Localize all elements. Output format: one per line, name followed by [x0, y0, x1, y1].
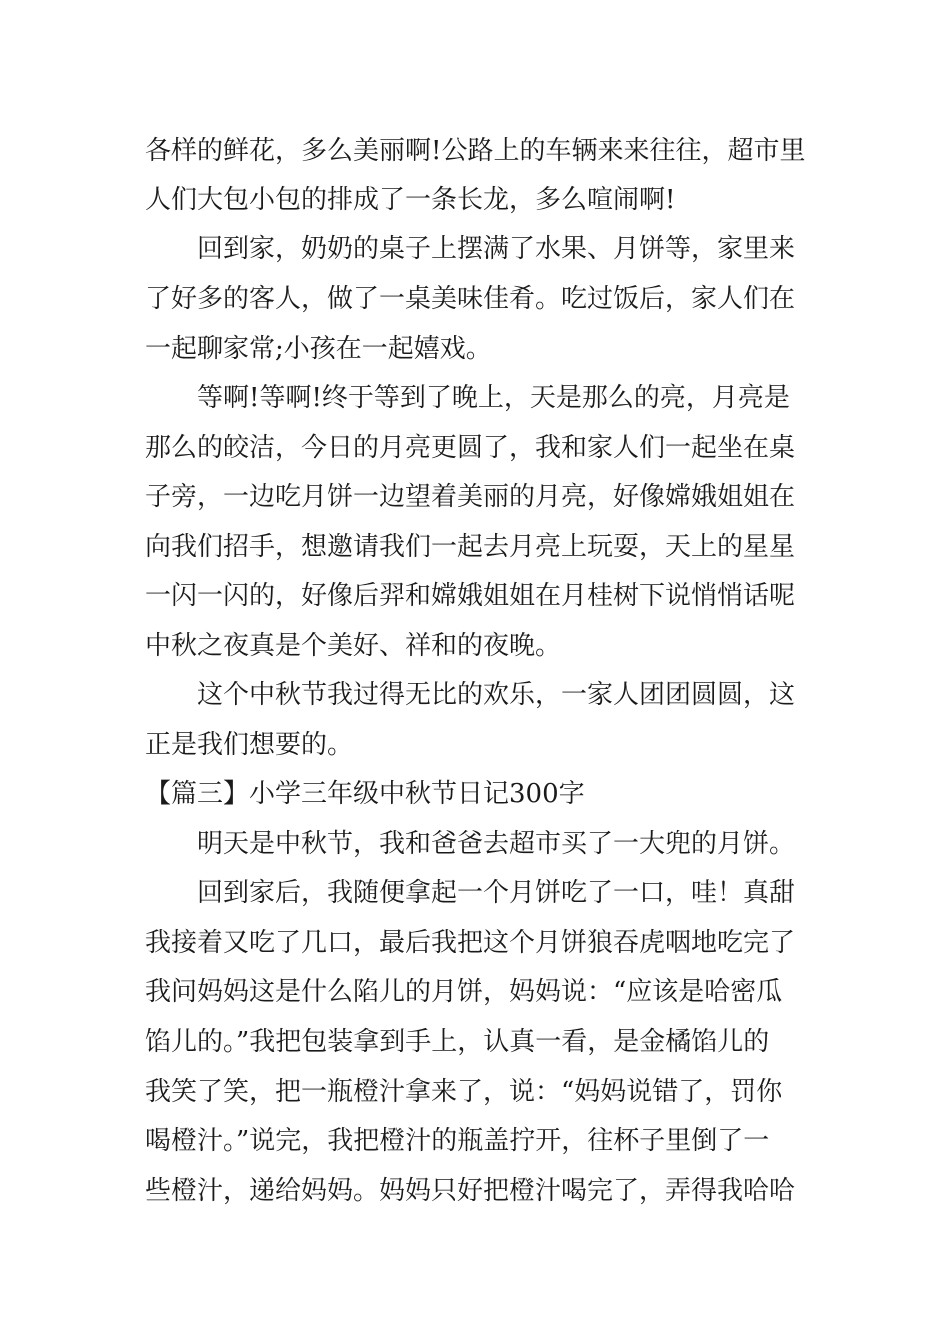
text-line: 子旁，一边吃月饼一边望着美丽的月亮，好像嫦娥姐姐在	[145, 482, 796, 512]
text-line: 中秋之夜真是个美好、祥和的夜晚。	[145, 631, 562, 661]
text-line: 向我们招手，想邀请我们一起去月亮上玩耍，天上的星星	[145, 532, 796, 562]
text-line: 些橙汁，递给妈妈。妈妈只好把橙汁喝完了，弄得我哈哈	[145, 1176, 796, 1206]
text-line: 馅儿的。”我把包装拿到手上，认真一看，是金橘馅儿的	[145, 1027, 770, 1057]
paragraph-start-line: 回到家，奶奶的桌子上摆满了水果、月饼等，家里来	[197, 234, 796, 264]
text-line: 一闪一闪的，好像后羿和嫦娥姐姐在月桂树下说悄悄话呢	[145, 581, 796, 611]
text-line: 各样的鲜花，多么美丽啊!公路上的车辆来来往往，超市里	[145, 136, 806, 166]
paragraph-start-line: 等啊!等啊!终于等到了晚上，天是那么的亮，月亮是	[197, 383, 790, 413]
text-line: 我接着又吃了几口，最后我把这个月饼狼吞虎咽地吃完了	[145, 928, 796, 958]
paragraph-start-line: 明天是中秋节，我和爸爸去超市买了一大兜的月饼。	[197, 829, 796, 859]
paragraph-start-line: 这个中秋节我过得无比的欢乐，一家人团团圆圆，这	[197, 680, 796, 710]
text-line: 正是我们想要的。	[145, 730, 354, 760]
text-line: 那么的皎洁，今日的月亮更圆了，我和家人们一起坐在桌	[145, 433, 796, 463]
text-line: 我问妈妈这是什么陷儿的月饼，妈妈说：“应该是哈密瓜	[145, 977, 783, 1007]
section-heading: 【篇三】小学三年级中秋节日记300字	[145, 779, 585, 809]
text-line: 我笑了笑，把一瓶橙汁拿来了，说：“妈妈说错了，罚你	[145, 1077, 783, 1107]
text-line: 一起聊家常;小孩在一起嬉戏。	[145, 334, 492, 364]
text-line: 人们大包小包的排成了一条长龙，多么喧闹啊!	[145, 185, 676, 215]
paragraph-start-line: 回到家后，我随便拿起一个月饼吃了一口，哇！真甜	[197, 878, 796, 908]
text-line: 了好多的客人，做了一桌美味佳肴。吃过饭后，家人们在	[145, 284, 796, 314]
text-line: 喝橙汁。”说完，我把橙汁的瓶盖拧开，往杯子里倒了一	[145, 1126, 770, 1156]
